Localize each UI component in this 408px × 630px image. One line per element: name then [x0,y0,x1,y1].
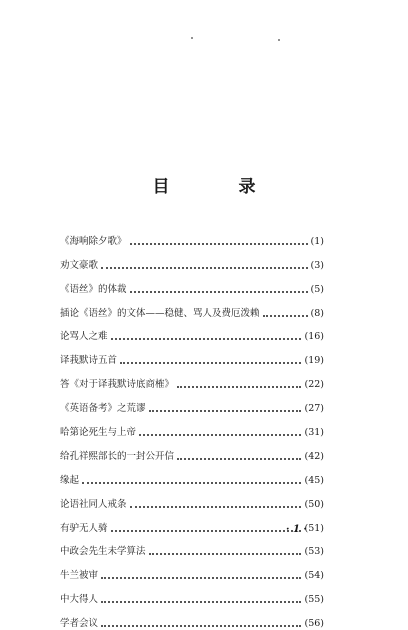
toc-entry-title: 给孔祥熙部长的一封公开信 [60,450,175,462]
toc-entry [60,463,324,487]
scan-speck [191,37,193,39]
toc-entry [60,439,324,463]
toc-entry-page: (56) [304,618,324,630]
toc-entry-title: 中大得人 [60,594,99,606]
dot-leader [263,315,308,317]
toc-entry-page: (31) [304,427,324,439]
dot-leader [130,506,302,508]
toc-entry-page: (19) [304,355,324,367]
toc-entry [60,582,324,606]
toc-entry-title: 牛兰被审 [60,570,99,582]
toc-entry [60,367,324,391]
toc-entry-page: (5) [310,283,324,295]
toc-entry-title: 哈第论死生与上帝 [60,427,137,439]
toc-entry-title: 有驴无人骑 [60,522,108,534]
toc-entry [60,296,324,320]
toc-list [60,224,324,630]
toc-entry-page: (16) [304,331,324,343]
toc-entry-page: (55) [304,594,324,606]
dot-leader [101,267,308,269]
toc-entry-title: 中政会先生未学算法 [60,546,146,558]
dot-leader [111,338,302,340]
dot-leader [101,577,301,579]
scan-speck [278,39,280,41]
dot-leader [82,482,301,484]
toc-entry-title: 《语丝》的体裁 [60,283,127,295]
toc-entry [60,272,324,296]
dot-leader [177,458,301,460]
toc-entry-title: 插论《语丝》的文体——稳健、骂人及费厄泼赖 [60,307,260,319]
toc-entry [60,391,324,415]
toc-entry-page: (51) [304,522,324,534]
dot-leader [149,553,302,555]
toc-entry-title: 劝文豪歌 [60,259,99,271]
toc-entry-page: (45) [304,474,324,486]
toc-entry [60,487,324,511]
dot-leader [130,243,308,245]
toc-entry-page: (8) [310,307,324,319]
toc-entry-page: (54) [304,570,324,582]
toc-entry [60,415,324,439]
dot-leader [139,434,301,436]
toc-entry-page: (1) [310,235,324,247]
dot-leader [101,601,301,603]
toc-entry-title: 答《对于译莪默诗底商榷》 [60,379,175,391]
toc-entry-page: (22) [304,379,324,391]
toc-entry-page: (3) [310,259,324,271]
toc-entry-title: 译莪默诗五首 [60,355,118,367]
toc-title: 目 录 [152,177,282,197]
toc-entry [60,511,324,535]
dot-leader [177,386,301,388]
toc-entry-title: 《海响除夕歌》 [60,235,127,247]
toc-entry [60,558,324,582]
dot-leader [120,362,301,364]
toc-entry [60,535,324,559]
toc-entry-page: (42) [304,450,324,462]
toc-entry-title: 缘起 [60,474,80,486]
toc-entry-title: 论语社同人戒条 [60,498,127,510]
dot-leader [149,410,302,412]
toc-entry [60,606,324,630]
toc-entry-title: 《英语备考》之荒谬 [60,403,146,415]
dot-leader [101,625,301,627]
toc-entry-page: (27) [304,403,324,415]
toc-entry [60,248,324,272]
toc-entry-title: 学者会议 [60,618,99,630]
page-number: · 1 · [286,524,307,535]
toc-entry [60,224,324,248]
toc-entry [60,320,324,344]
toc-entry [60,343,324,367]
toc-entry-title: 论骂人之难 [60,331,108,343]
dot-leader [130,291,308,293]
dot-leader [111,530,302,532]
toc-entry-page: (50) [304,498,324,510]
toc-entry-page: (53) [304,546,324,558]
